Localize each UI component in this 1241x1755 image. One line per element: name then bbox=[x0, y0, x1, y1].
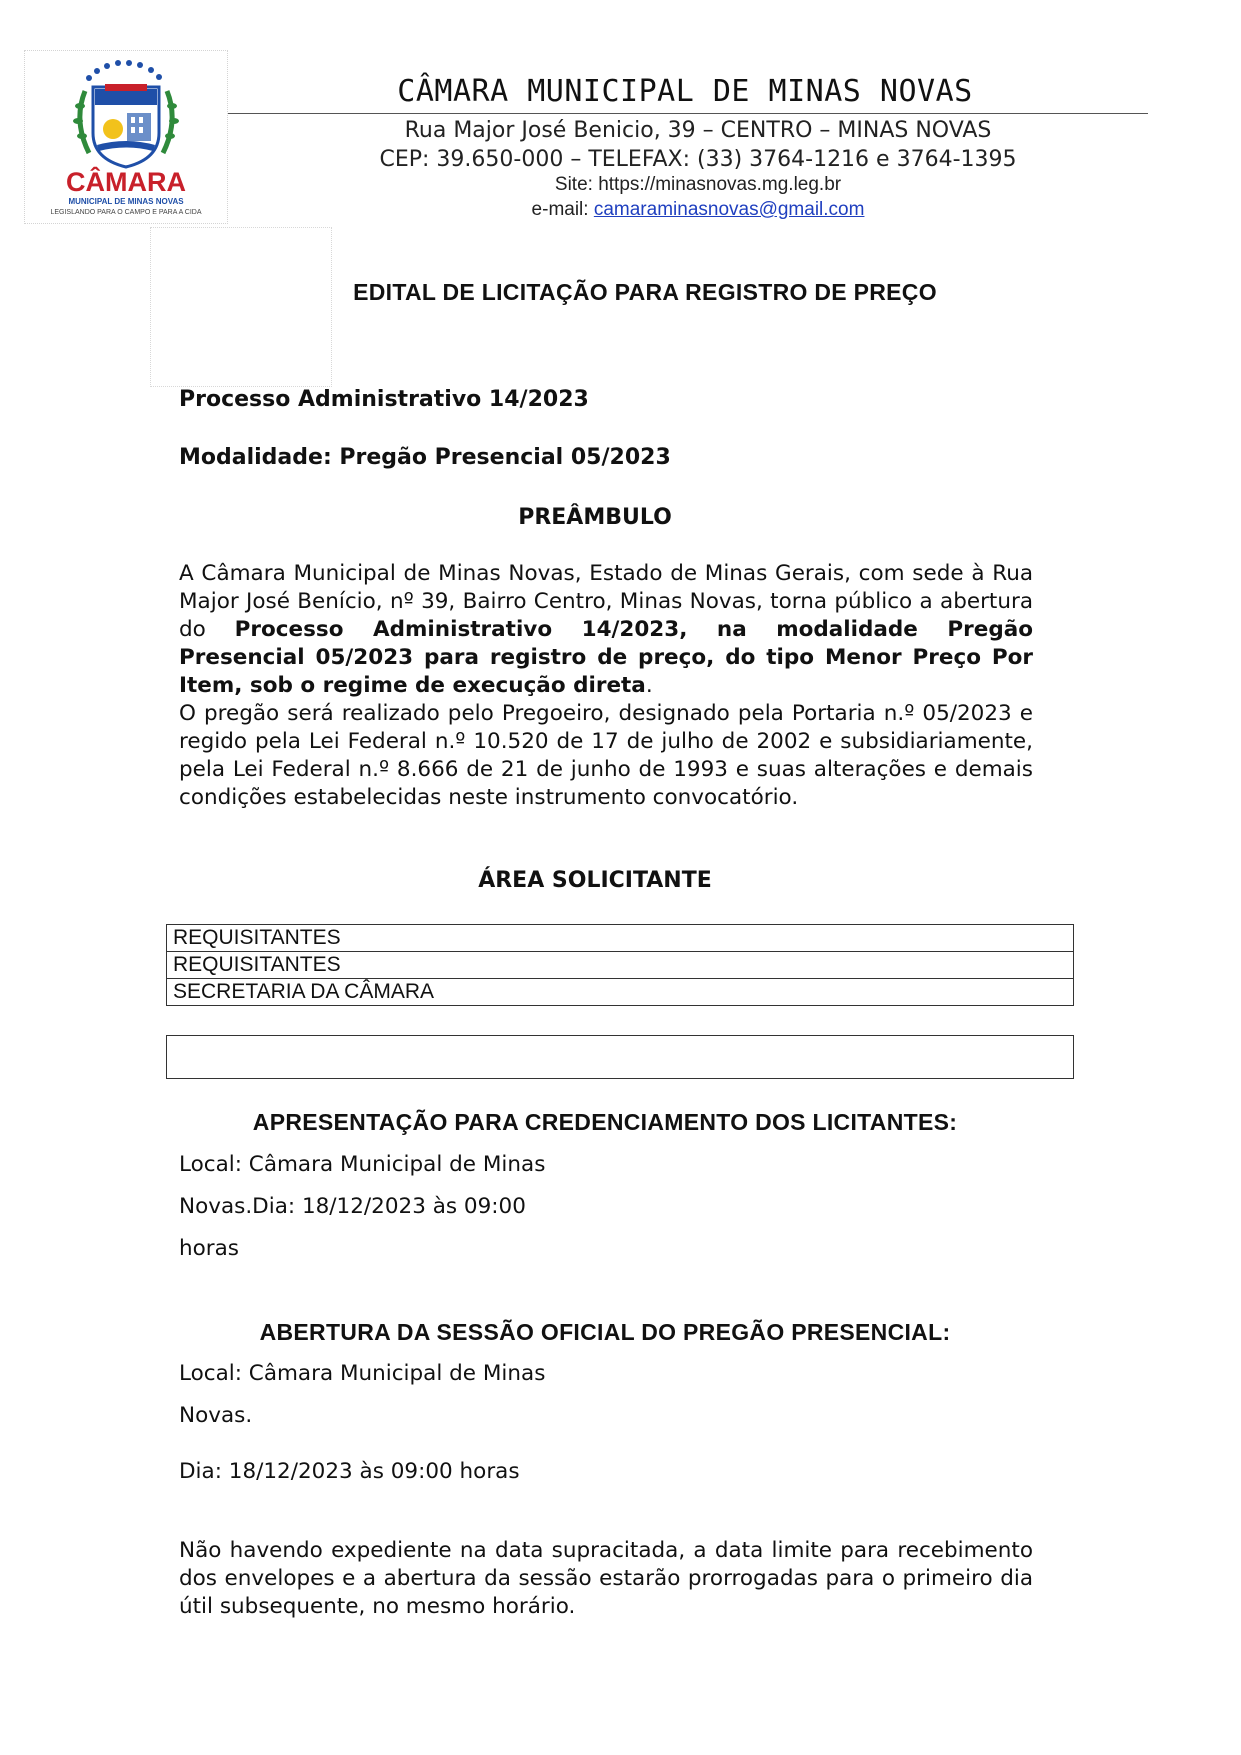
header-address: Rua Major José Benicio, 39 – CENTRO – MINAS NOVAS bbox=[404, 118, 992, 143]
logo-tagline: LEGISLANDO PARA O CAMPO E PARA A CIDA bbox=[50, 209, 202, 216]
preamble-paragraph-2: O pregão será realizado pelo Pregoeiro, designado pela Portaria n.º 05/2023 e regido pela Lei Federal n.º 10.520 de 17 de julho de 2002 e subsidiariamente, pela Lei Federal n.º 8.666 de 21 de junho de 1993 e suas alterações e demais condições estabelecidas neste instrumento convocatório. bbox=[179, 701, 1033, 810]
final-paragraph: Não havendo expediente na data supracitada, a data limite para recebimento dos envelopes e a abertura da sessão estarão prorrogadas para o primeiro dia útil subsequente, no mesmo horário. bbox=[179, 1538, 1033, 1619]
cred-hours: horas bbox=[179, 1236, 239, 1261]
preamble-heading: PREÂMBULO bbox=[518, 505, 672, 530]
header-site: Site: https://minasnovas.mg.leg.br bbox=[554, 174, 842, 195]
stars-arc bbox=[86, 60, 162, 81]
document-title: EDITAL DE LICITAÇÃO PARA REGISTRO DE PREÇO bbox=[353, 279, 937, 305]
header-email bbox=[250, 199, 1146, 221]
stamp-placeholder bbox=[150, 227, 332, 387]
empty-table-box bbox=[166, 1035, 1074, 1079]
table-row bbox=[167, 952, 1074, 979]
table-row bbox=[167, 925, 1074, 952]
preamble-text-bold: Processo Administrativo 14/2023, na modalidade Pregão Presencial 05/2023 para registro de preço, do tipo Menor Preço Por Item, sob o regime de execução direta bbox=[179, 617, 1034, 698]
abert-location: Local: Câmara Municipal de Minas bbox=[179, 1361, 546, 1386]
camara-logo bbox=[24, 50, 228, 224]
email-label: e-mail: bbox=[531, 199, 594, 220]
logo-text: CÂMARA bbox=[66, 167, 186, 197]
preamble-paragraph-1 bbox=[179, 560, 1033, 700]
table-cell: REQUISITANTES bbox=[167, 952, 1074, 979]
preamble-text-end: . bbox=[645, 673, 653, 698]
modality: Modalidade: Pregão Presencial 05/2023 bbox=[179, 445, 671, 470]
area-table bbox=[166, 924, 1074, 1006]
abert-location-cont: Novas. bbox=[179, 1403, 253, 1428]
abertura-heading: ABERTURA DA SESSÃO OFICIAL DO PREGÃO PRESENCIAL: bbox=[259, 1319, 951, 1345]
area-heading: ÁREA SOLICITANTE bbox=[478, 868, 712, 893]
cred-date: Novas.Dia: 18/12/2023 às 09:00 bbox=[179, 1194, 526, 1219]
abert-date: Dia: 18/12/2023 às 09:00 horas bbox=[179, 1459, 520, 1484]
credenciamento-heading: APRESENTAÇÃO PARA CREDENCIAMENTO DOS LICITANTES: bbox=[252, 1109, 958, 1135]
header-contact: CEP: 39.650-000 – TELEFAX: (33) 3764-1216 e 3764-1395 bbox=[379, 147, 1017, 172]
table-row bbox=[167, 979, 1074, 1006]
preamble-text-a: A Câmara Municipal de Minas Novas, Estado de Minas Gerais, com sede à Rua Major José Benício, nº 39, Bairro Centro, Minas Novas, torna público a abertura do bbox=[179, 561, 1033, 642]
table-cell: SECRETARIA DA CÂMARA bbox=[167, 979, 1074, 1006]
process-number: Processo Administrativo 14/2023 bbox=[179, 387, 589, 412]
cred-location: Local: Câmara Municipal de Minas bbox=[179, 1152, 546, 1177]
logo-subtext: MUNICIPAL DE MINAS NOVAS bbox=[68, 197, 184, 206]
camara-crest-icon bbox=[25, 51, 227, 223]
header-title: CÂMARA MUNICIPAL DE MINAS NOVAS bbox=[397, 74, 973, 109]
header-divider bbox=[228, 113, 1148, 114]
table-cell: REQUISITANTES bbox=[167, 925, 1074, 952]
email-link[interactable]: camaraminasnovas@gmail.com bbox=[593, 199, 865, 220]
